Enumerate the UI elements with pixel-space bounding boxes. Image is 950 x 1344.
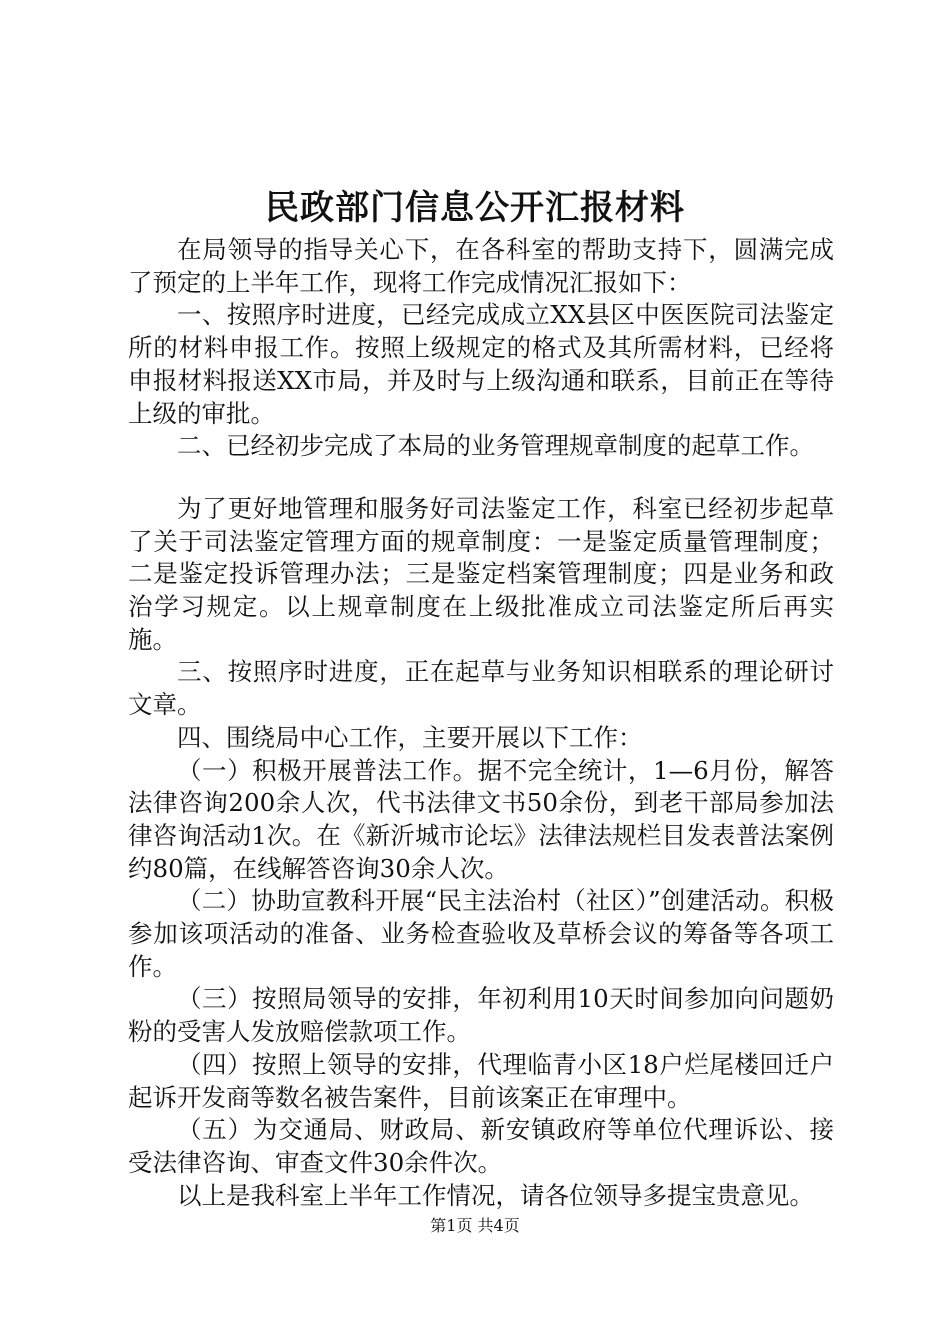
paragraph-subitem-5: （五）为交通局、财政局、新安镇政府等单位代理诉讼、接受法律咨询、审查文件30余件次。 xyxy=(128,1115,834,1177)
paragraph-subitem-3: （三）按照局领导的安排，年初利用10天时间参加向问题奶粉的受害人发放赔偿款项工作。 xyxy=(128,984,834,1047)
paragraph-regulations: 为了更好地管理和服务好司法鉴定工作，科室已经初步起草了关于司法鉴定管理方面的规章制度：一是鉴定质量管理制度；二是鉴定投诉管理办法；三是鉴定档案管理制度；四是业务和政治学习规定。以上规章制度在上级批准成立司法鉴定所后再实施。 xyxy=(128,493,834,654)
paragraph-subitem-4: （四）按照上领导的安排，代理临青小区18户烂尾楼回迁户起诉开发商等数名被告案件，目前该案正在审理中。 xyxy=(128,1049,834,1112)
paragraph-subitem-2: （二）协助宣教科开展“民主法治村（社区）”创建活动。积极参加该项活动的准备、业务检查验收及草桥会议的筹备等各项工作。 xyxy=(128,886,834,981)
document-body xyxy=(128,234,834,1212)
paragraph-closing: 以上是我科室上半年工作情况，请各位领导多提宝贵意见。 xyxy=(177,1180,814,1210)
paragraph-item-1: 一、按照序时进度，已经完成成立XX县区中医医院司法鉴定所的材料申报工作。按照上级规定的格式及其所需材料，已经将申报材料报送XX市局，并及时与上级沟通和联系，目前正在等待上级的审批。 xyxy=(128,300,834,428)
page-footer: 第1页 共4页 xyxy=(430,1216,520,1235)
paragraph-intro: 在局领导的指导关心下，在各科室的帮助支持下，圆满完成了预定的上半年工作，现将工作完成情况汇报如下： xyxy=(128,235,834,297)
paragraph-item-2: 二、已经初步完成了本局的业务管理规章制度的起草工作。 xyxy=(177,431,814,461)
paragraph-item-3: 三、按照序时进度，正在起草与业务知识相联系的理论研讨文章。 xyxy=(128,657,834,720)
document-title: 民政部门信息公开汇报材料 xyxy=(265,188,685,228)
paragraph-item-4: 四、围绕局中心工作，主要开展以下工作： xyxy=(177,722,643,752)
paragraph-subitem-1: （一）积极开展普法工作。据不完全统计，1—6月份，解答法律咨询200余人次，代书法律文书50余份，到老干部局参加法律咨询活动1次。在《新沂城市论坛》法律法规栏目发表普法案例约80篇，在线解答咨询30余人次。 xyxy=(128,755,834,883)
